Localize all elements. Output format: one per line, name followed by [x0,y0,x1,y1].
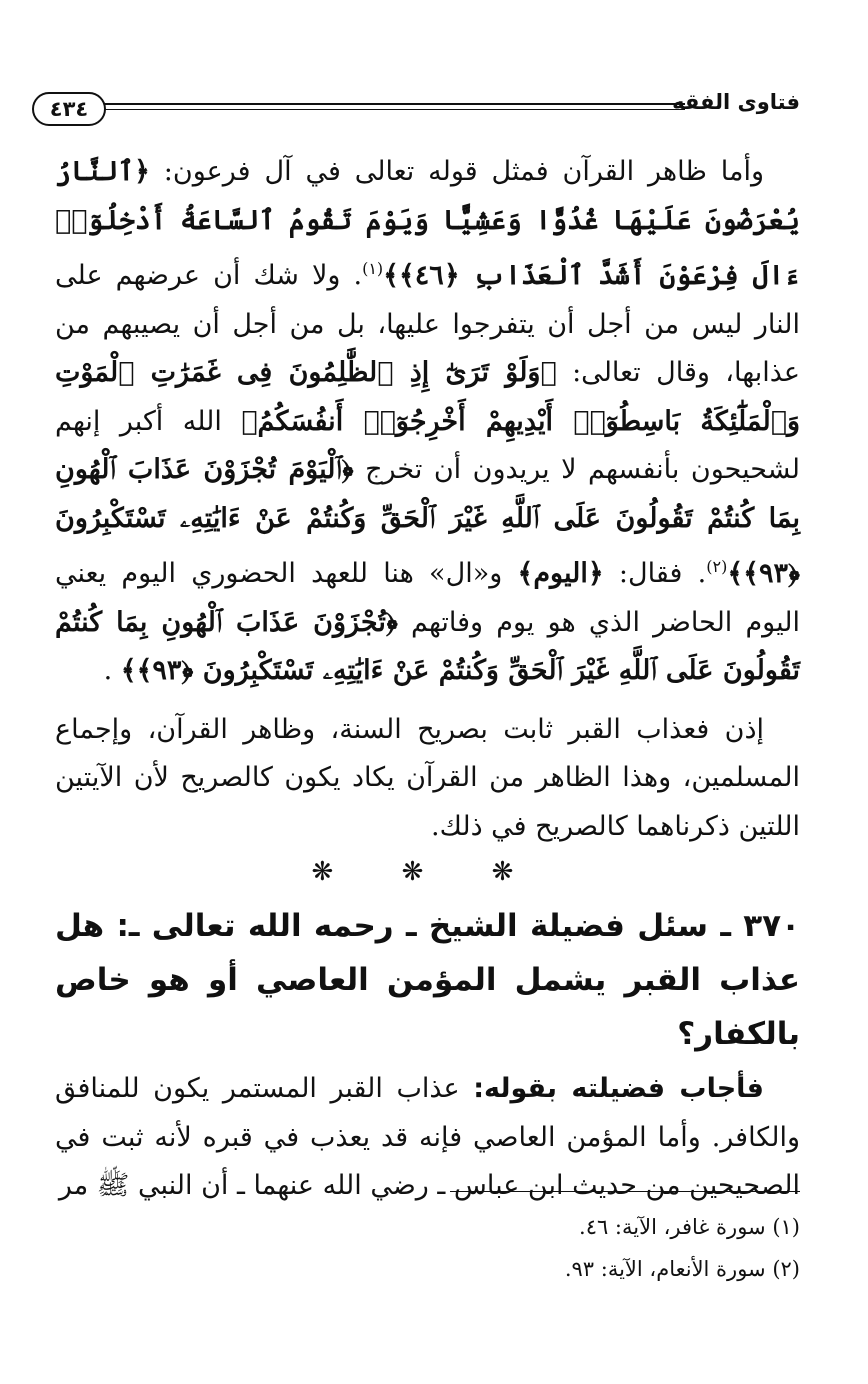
header-rule-thick [104,103,685,105]
quran-verse-anam-2: ﴿ٱلْيَوْمَ تُجْزَوْنَ عَذَابَ ٱلْهُونِ بِمَا كُنتُمْ تَقُولُونَ عَلَى ٱللَّهِ غَيْرَ ٱلْحَقِّ وَكُنتُمْ عَنْ ءَايَٰتِهِۦ تَسْتَكْبِرُونَ ﴿٩٣﴾﴾ [55,454,800,589]
text-segment: . [103,655,121,686]
paragraph-conclusion: إذن فعذاب القبر ثابت بصريح السنة، وظاهر القرآن، وإجماع المسلمين، وهذا الظاهر من القرآن يكاد يكون كالصريح لأن الآيتين اللتين ذكرناهما كالصريح في ذلك. [55,713,800,842]
footnote-2: (٢) سورة الأنعام، الآية: ٩٣. [564,1257,800,1281]
question-heading: ٣٧٠ ـ سئل فضيلة الشيخ ـ رحمه الله تعالى ـ: هل عذاب القبر يشمل المؤمن العاصي أو هو خاص بالكفار؟ [55,908,800,1052]
page-header [32,88,800,128]
quran-verse-anam-1: ﴿وَلَوْ تَرَىٰٓ إِذِ ٱلظَّٰلِمُونَ فِى غَمَرَٰتِ ٱلْمَوْتِ وَٱلْمَلَٰٓئِكَةُ بَاسِطُوٓا۟ أَيْدِيهِمْ أَخْرِجُوٓا۟ أَنفُسَكُمُ﴾ [55,357,800,437]
text-segment: الله أكبر إنهم لشحيحون بأنفسهم لا يريدون أن تخرج [55,405,800,485]
book-title: فتاوى الفقه [672,90,800,114]
section-separator-stars: ❋ ❋ ❋ [311,857,544,887]
footnotes [55,1206,800,1290]
text-segment: . ولا شك أن عرضهم على النار ليس من أجل أن يتفرجوا عليها، بل من أجل أن يصيبهم من عذابها، وقال تعالى: [55,260,800,388]
header-rule-thin [104,109,685,110]
paragraph-answer [55,1065,800,1211]
footnote-separator [450,1191,800,1192]
text-segment: و«ال» هنا للعهد الحضوري اليوم يعني اليوم الحاضر الذي هو يوم وفاتهم [55,558,800,638]
page-number-badge: ٤٣٤ [32,92,106,126]
footnote-ref-2: (٢) [706,557,728,576]
text-segment: . فقال: [603,558,707,589]
paragraph-quran-evidence [55,148,800,696]
answer-lead: فأجاب فضيلته بقوله: [473,1073,764,1104]
quran-verse-anam-3: ﴿تُجْزَوْنَ عَذَابَ ٱلْهُونِ بِمَا كُنتُمْ تَقُولُونَ عَلَى ٱللَّهِ غَيْرَ ٱلْحَقِّ وَكُنتُمْ عَنْ ءَايَٰتِهِۦ تَسْتَكْبِرُونَ ﴿٩٣﴾﴾ [55,606,800,686]
answer-text: عذاب القبر المستمر يكون للمنافق والكافر. وأما المؤمن العاصي فإنه قد يعذب في قبره لأنه ثبت في الصحيحين من حديث ابن عباس ـ رضي الله عنهما ـ أن النبي ﷺ مر [55,1073,800,1201]
footnote-1: (١) سورة غافر، الآية: ٤٦. [579,1215,800,1239]
quran-verse-ghafir: ﴿ٱلنَّارُ يُعْرَضُونَ عَلَيْهَا غُدُوًّا وَعَشِيًّا وَيَوْمَ تَقُومُ ٱلسَّاعَةُ أَدْخِلُوٓا۟ ءَالَ فِرْعَوْنَ أَشَدَّ ٱلْعَذَابِ ﴿٤٦﴾﴾ [55,156,801,291]
quran-word-alyawm: ﴿اليوم﴾ [517,558,604,589]
footnote-ref-1: (١) [362,259,384,278]
text-segment: وأما ظاهر القرآن فمثل قوله تعالى في آل فرعون: [149,156,764,187]
page-body [55,148,800,1211]
